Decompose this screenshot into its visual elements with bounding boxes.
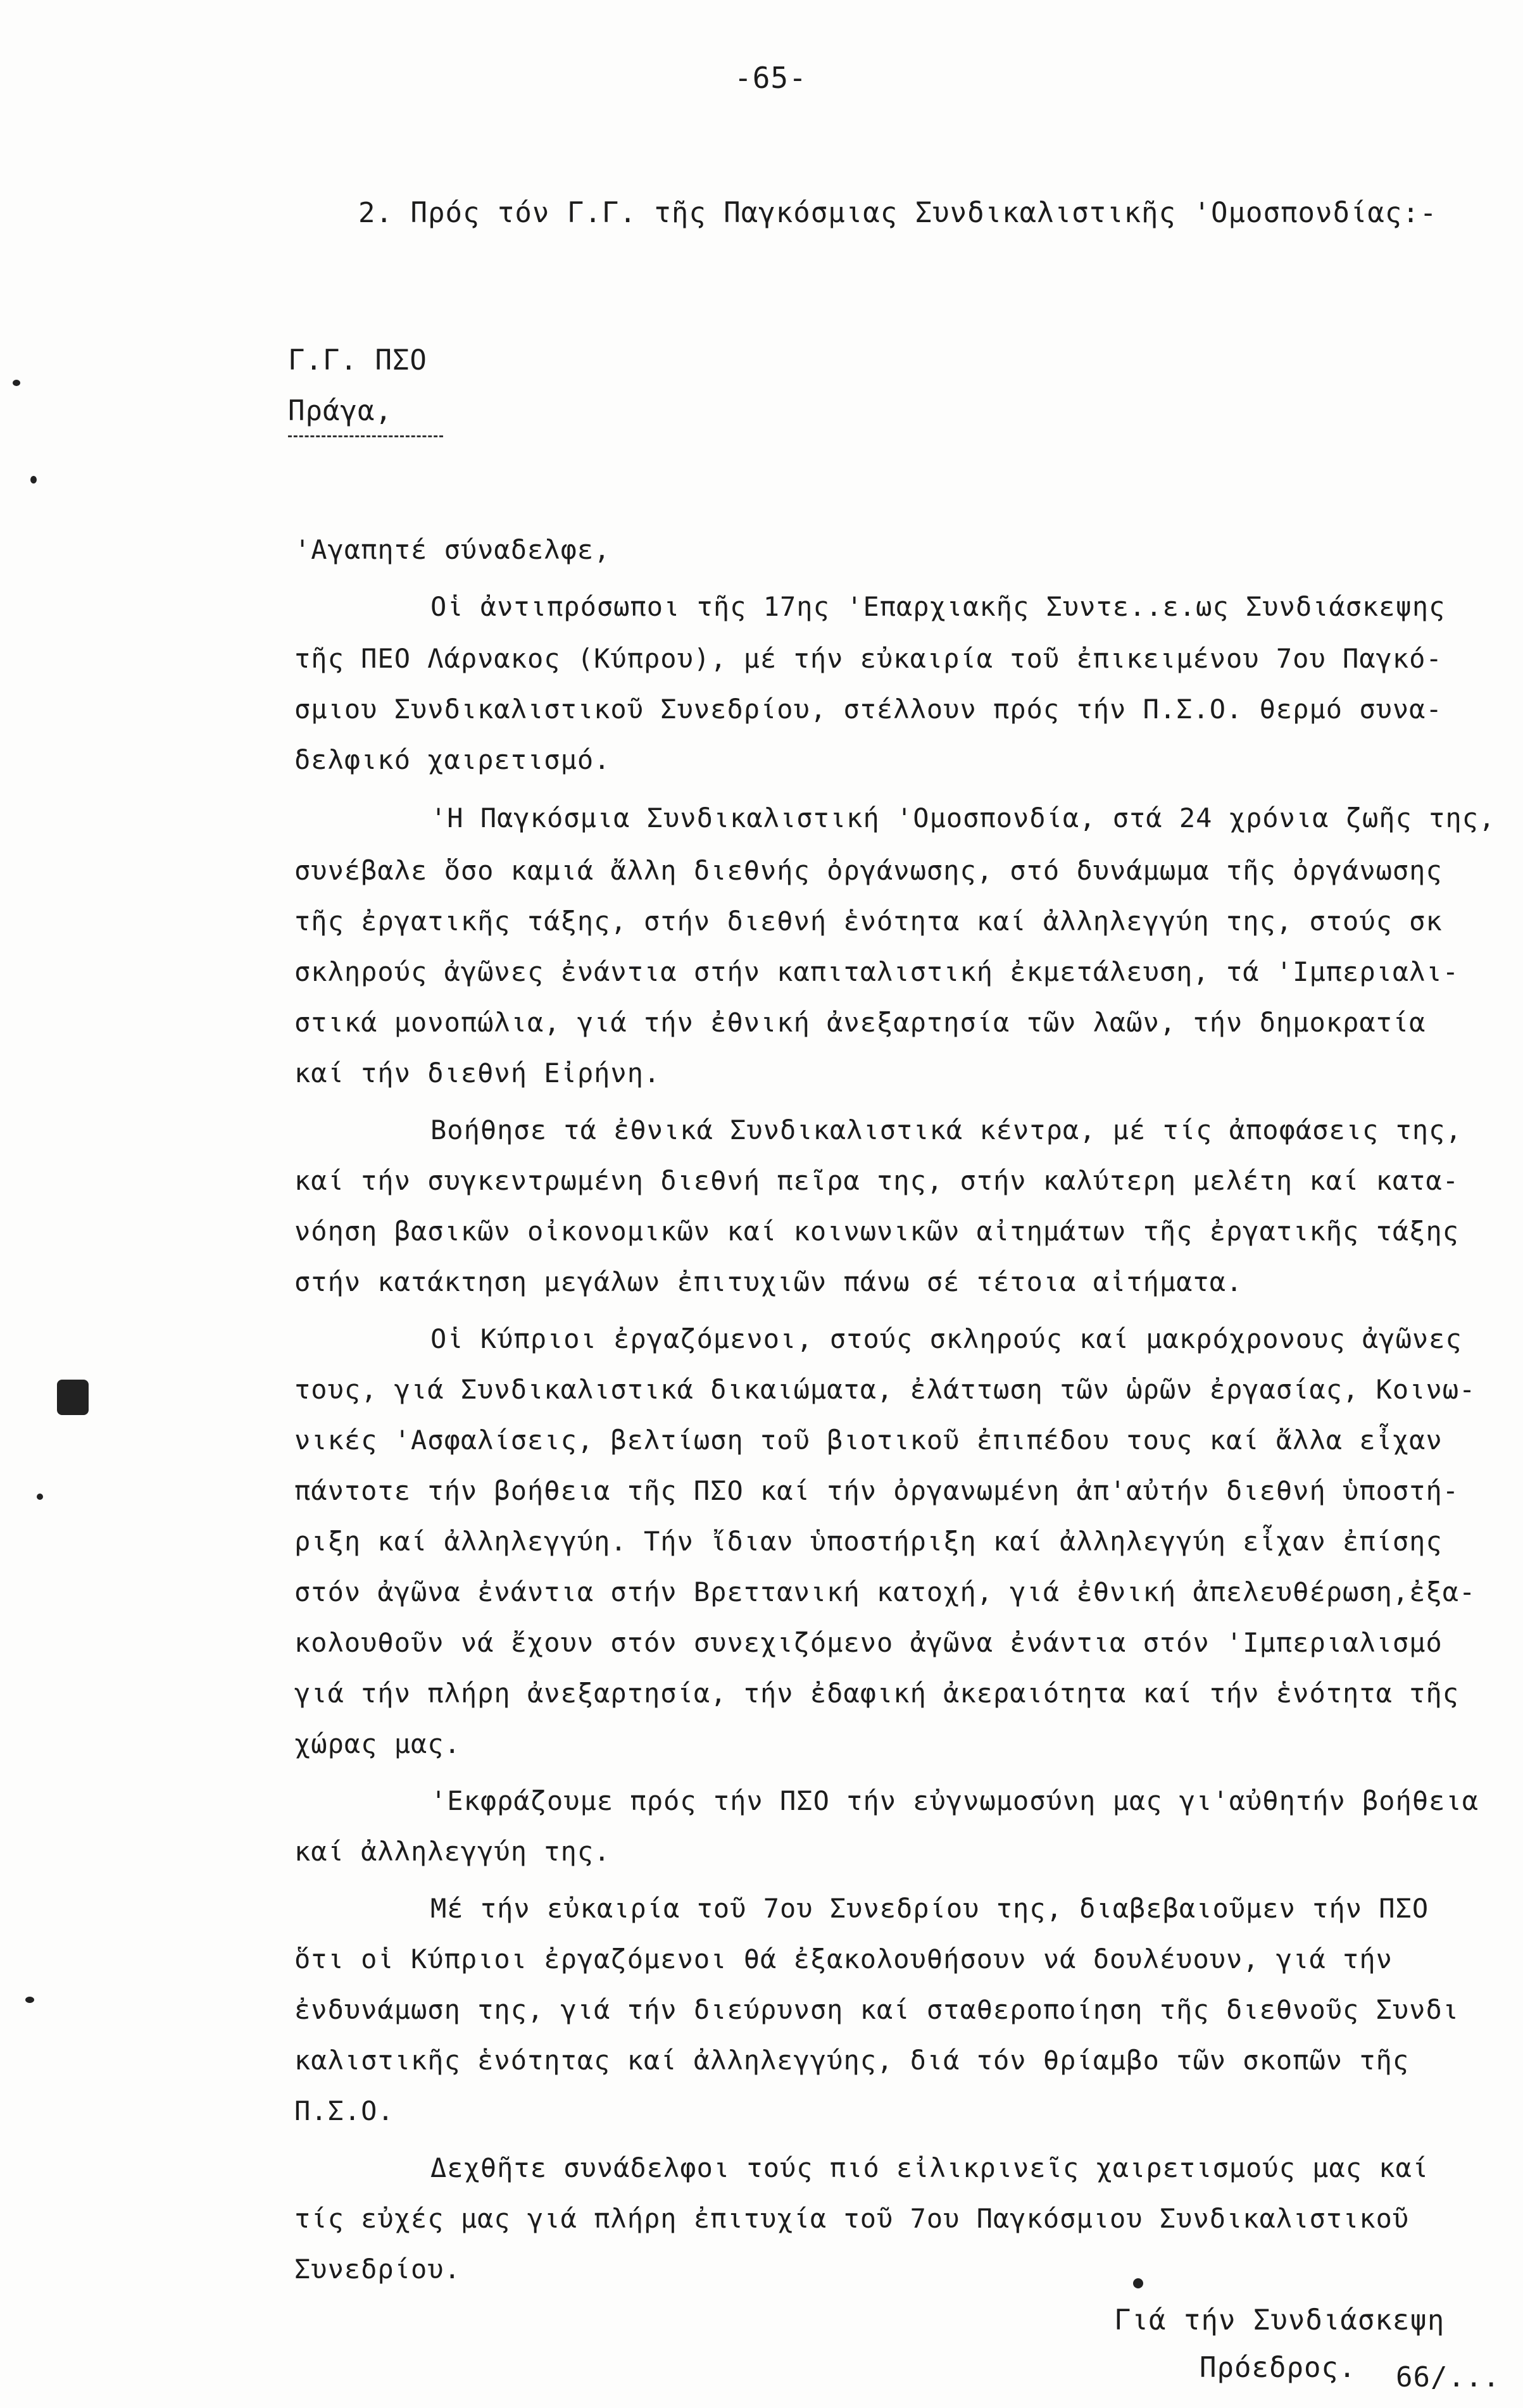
scan-speck xyxy=(1133,2278,1143,2288)
body-line: γιά τήν πλήρη ἀνεξαρτησία, τήν ἐδαφική ἀκεραιότητα καί τήν ἑνότητα τῆς xyxy=(294,1678,1460,1709)
body-line: καί ἀλληλεγγύη της. xyxy=(294,1836,611,1867)
body-line: πάντοτε τήν βοήθεια τῆς ΠΣΟ καί τήν ὀργανωμένη ἀπ'αὐτήν διεθνή ὑποστή- xyxy=(294,1475,1460,1506)
scan-smudge xyxy=(57,1380,89,1415)
body-line: 'Η Παγκόσμια Συνδικαλιστική 'Ομοσπονδία, στά 24 χρόνια ζωῆς της, xyxy=(430,802,1496,833)
body-line: ριξη καί ἀλληλεγγύη. Τήν ἴδιαν ὑποστήριξη καί ἀλληλεγγύη εἶχαν ἐπίσης xyxy=(294,1526,1443,1557)
recipient-line-1: Γ.Γ. ΠΣΟ xyxy=(288,344,427,377)
body-line: 'Εκφράζουμε πρός τήν ΠΣΟ τήν εὐγνωμοσύνη μας γι'αὐθητήν βοήθεια xyxy=(430,1785,1479,1816)
body-line: τῆς ἐργατικῆς τάξης, στήν διεθνή ἑνότητα καί ἀλληλεγγύη της, στούς σκ xyxy=(294,906,1443,937)
continuation-marker: 66/... xyxy=(1396,2361,1500,2393)
body-line: Μέ τήν εὐκαιρία τοῦ 7ου Συνεδρίου της, διαβεβαιοῦμεν τήν ΠΣΟ xyxy=(430,1893,1429,1924)
body-line: τους, γιά Συνδικαλιστικά δικαιώματα, ἐλάττωση τῶν ὡρῶν ἐργασίας, Κοινω- xyxy=(294,1374,1476,1405)
page-number: -65- xyxy=(734,61,807,95)
body-line: καλιστικῆς ἑνότητας καί ἀλληλεγγύης, διά τόν θρίαμβο τῶν σκοπῶν τῆς xyxy=(294,2045,1410,2076)
body-line: κολουθοῦν νά ἔχουν στόν συνεχιζόμενο ἀγῶνα ἐνάντια στόν 'Ιμπεριαλισμό xyxy=(294,1627,1443,1658)
body-line: δελφικό χαιρετισμό. xyxy=(294,744,611,775)
body-line: χώρας μας. xyxy=(294,1728,461,1759)
body-line: καί τήν συγκεντρωμένη διεθνή πεῖρα της, στήν καλύτερη μελέτη καί κατα- xyxy=(294,1165,1460,1196)
body-line: ὅτι οἱ Κύπριοι ἐργαζόμενοι θά ἐξακολουθήσουν νά δουλέυουν, γιά τήν xyxy=(294,1943,1393,1974)
body-line: τίς εὐχές μας γιά πλήρη ἐπιτυχία τοῦ 7ου Παγκόσμιου Συνδικαλιστικοῦ xyxy=(294,2203,1410,2234)
body-line: Π.Σ.Ο. xyxy=(294,2095,394,2126)
body-line: καί τήν διεθνή Εἰρήνη. xyxy=(294,1057,661,1089)
body-line: στήν κατάκτηση μεγάλων ἐπιτυχιῶν πάνω σέ τέτοια αἰτήματα. xyxy=(294,1266,1243,1297)
body-line: νόηση βασικῶν οἰκονομικῶν καί κοινωνικῶν αἰτημάτων τῆς ἐργατικῆς τάξης xyxy=(294,1216,1460,1247)
body-line: στόν ἀγῶνα ἐνάντια στήν Βρεττανική κατοχή, γιά ἐθνική ἀπελευθέρωση,ἐξα- xyxy=(294,1576,1476,1607)
letter-heading: 2. Πρός τόν Γ.Γ. τῆς Παγκόσμιας Συνδικαλιστικῆς 'Ομοσπονδίας:- xyxy=(358,197,1438,229)
body-line: Βοήθησε τά ἐθνικά Συνδικαλιστικά κέντρα, μέ τίς ἀποφάσεις της, xyxy=(430,1114,1462,1145)
signature-line-1: Γιά τήν Συνδιάσκεψη xyxy=(1114,2304,1445,2336)
body-line: συνέβαλε ὅσο καμιά ἄλλη διεθνής ὀργάνωσης, στό δυνάμωμα τῆς ὀργάνωσης xyxy=(294,855,1443,886)
scan-speck xyxy=(30,476,37,483)
body-line: Συνεδρίου. xyxy=(294,2254,461,2285)
body-line: τῆς ΠΕΟ Λάρνακος (Κύπρου), μέ τήν εὐκαιρία τοῦ ἐπικειμένου 7ου Παγκό- xyxy=(294,643,1443,674)
scan-speck xyxy=(13,380,20,386)
body-line: Οἱ ἀντιπρόσωποι τῆς 17ης 'Επαρχιακῆς Συντε..ε.ως Συνδιάσκεψης xyxy=(430,591,1446,622)
body-line: Δεχθῆτε συνάδελφοι τούς πιό εἰλικρινεῖς χαιρετισμούς μας καί xyxy=(430,2152,1429,2183)
scan-speck xyxy=(37,1494,43,1500)
body-line: Οἱ Κύπριοι ἐργαζόμενοι, στούς σκληρούς καί μακρόχρονους ἀγῶνες xyxy=(430,1323,1462,1354)
body-line: στικά μονοπώλια, γιά τήν ἐθνική ἀνεξαρτησία τῶν λαῶν, τήν δημοκρατία xyxy=(294,1007,1426,1038)
recipient-line-2: Πράγα, xyxy=(288,395,392,427)
body-line: σμιου Συνδικαλιστικοῦ Συνεδρίου, στέλλουν πρός τήν Π.Σ.Ο. θερμό συνα- xyxy=(294,694,1443,725)
body-line: σκληρούς ἀγῶνες ἐνάντια στήν καπιταλιστική ἐκμετάλευση, τά 'Ιμπεριαλι- xyxy=(294,956,1460,987)
signature-line-2: Πρόεδρος. xyxy=(1200,2352,1357,2384)
body-line: νικές 'Ασφαλίσεις, βελτίωση τοῦ βιοτικοῦ ἐπιπέδου τους καί ἄλλα εἶχαν xyxy=(294,1425,1443,1456)
scan-speck xyxy=(25,1997,34,2003)
body-line: ἐνδυνάμωση της, γιά τήν διεύρυνση καί σταθεροποίηση τῆς διεθνοῦς Συνδι xyxy=(294,1994,1460,2025)
address-underline xyxy=(288,435,443,437)
salutation: 'Αγαπητέ σύναδελφε, xyxy=(294,534,611,565)
